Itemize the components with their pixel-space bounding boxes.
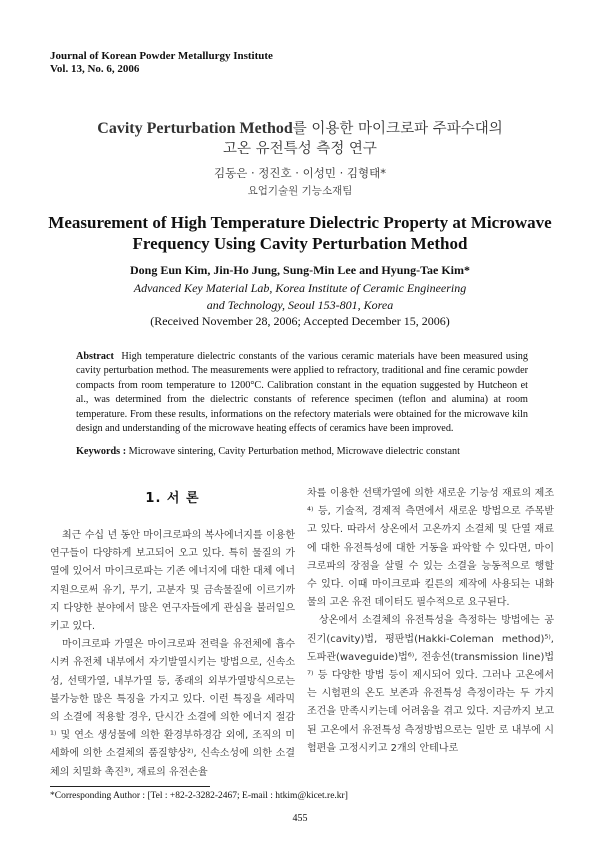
korean-title	[40, 119, 560, 159]
paragraph: 상온에서 소결체의 유전특성을 측정하는 방법에는 공진기(cavity)법, 평판법(Hakki-Coleman method)⁵⁾, 도파관(waveguide)법⁶⁾, 전송선(transmission line)법⁷⁾ 등 다양한 방법 등이 제시되어 있다. 그러나 고온에서는 시험편의 온도 보존과 유전특성 측정이라는 두 가지 조건을 만족시키는데 어려움을 겪고 있다. 지금까지 보고된 고온에서 유전특성 측정방법으로는 일반 로 내부에 시험편을 고정시키고 2개의 안테나로	[307, 615, 554, 754]
received-dates: (Received November 28, 2006; Accepted December 15, 2006)	[150, 314, 450, 328]
english-title-line1: Measurement of High Temperature Dielectric Property at Microwave	[48, 213, 552, 232]
paragraph: 최근 수십 년 동안 마이크로파의 복사에너지를 이용한 연구들이 다양하게 보고되어 오고 있다. 특히 물질의 가열에 있어서 마이크로파는 기존 에너지에 대한 대체 에너지원으로써 유기, 무기, 고분자 및 금속물질에 이르기까지 다양한 분야에서 많은 연구자들에게 관심을 불러일으키고 있다.	[50, 530, 295, 633]
body-column-left	[50, 527, 295, 782]
english-title	[40, 212, 560, 254]
english-affiliation-line1: Advanced Key Material Lab, Korea Institute of Ceramic Engineering	[133, 281, 467, 295]
korean-title-korean-part: 를 이용한 마이크로파 주파수대의	[292, 121, 503, 137]
journal-volume: Vol. 13, No. 6, 2006	[50, 63, 140, 75]
paragraph: 차를 이용한 선택가열에 의한 새로운 기능성 재료의 제조⁴⁾ 등, 기술적, 경제적 측면에서 새로운 방법으로 주목받고 있다. 따라서 상온에서 고온까지 소결체 및 단열 재료에 대한 유전특성에 대한 거동을 파악할 수 있다면, 마이크로파의 장점을 살릴 수 있는 소결을 능동적으로 행할 수 있다. 이때 마이크로파 킬른의 제작에 사용되는 내화물의 고온 유전 데이터도 필수적으로 요구된다.	[307, 488, 554, 609]
english-affiliation-line2: and Technology, Seoul 153-801, Korea	[206, 298, 394, 312]
corresponding-author-footnote: *Corresponding Author : [Tel : +82-2-3282-2467; E-mail : htkim@kicet.re.kr]	[50, 791, 348, 801]
journal-name: Journal of Korean Powder Metallurgy Institute	[50, 50, 273, 62]
journal-header	[50, 50, 273, 76]
paragraph: 마이크로파 가열은 마이크로파 전력을 유전체에 흡수시켜 유전체 내부에서 자기발열시키는 방법으로, 신속소성, 선택가열, 내부가열 등, 종래의 외부가열방식으로는 불가능한 많은 특징을 가지고 있다. 이런 특징을 세라믹의 소결에 적용할 경우, 단시간 소결에 의한 에너지 절감¹⁾ 및 연소 생성물에 의한 환경부하경감 외에, 조직의 미세화에 의한 소결체의 품질향상²⁾, 신속소성에 의한 소결체의 치밀화 촉진³⁾, 재료의 유전손율	[50, 639, 295, 778]
keywords-label: Keywords :	[76, 446, 127, 457]
english-title-line2: Frequency Using Cavity Perturbation Method	[132, 234, 468, 253]
abstract-text: High temperature dielectric constants of the various ceramic materials have been measured using cavity perturbation method. The measurements were applied to refractory, traditional and fine ceramic powder compacts from room temperature to 1200°C. Calibration constant in the equation suggested by Hutcheon et al., was determined from the dielectric constants of reference specimen (teflon and alumina) at room temperature. From these results, informations on the refectory materials were obtained for the microwave kiln design and understanding of the microwave heating effects of ceramics have been improved.	[76, 351, 528, 435]
body-column-right	[307, 485, 554, 758]
keywords	[76, 446, 536, 457]
page-number: 455	[292, 813, 308, 824]
footnote-divider	[50, 786, 210, 787]
abstract	[76, 350, 528, 436]
korean-title-english-part: Cavity Perturbation Method	[97, 120, 293, 137]
keywords-text: Microwave sintering, Cavity Perturbation method, Microwave dielectric constant	[126, 446, 460, 457]
english-affiliation	[40, 280, 560, 314]
section-heading: 1. 서 론	[145, 491, 200, 506]
korean-affiliation: 요업기술원 기능소재팀	[247, 185, 353, 197]
abstract-label: Abstract	[76, 351, 114, 362]
korean-title-line2: 고온 유전특성 측정 연구	[223, 141, 377, 157]
english-authors: Dong Eun Kim, Jin-Ho Jung, Sung-Min Lee and Hyung-Tae Kim*	[130, 263, 470, 277]
korean-authors: 김동은 · 정진호 · 이성민 · 김형태*	[214, 166, 386, 180]
